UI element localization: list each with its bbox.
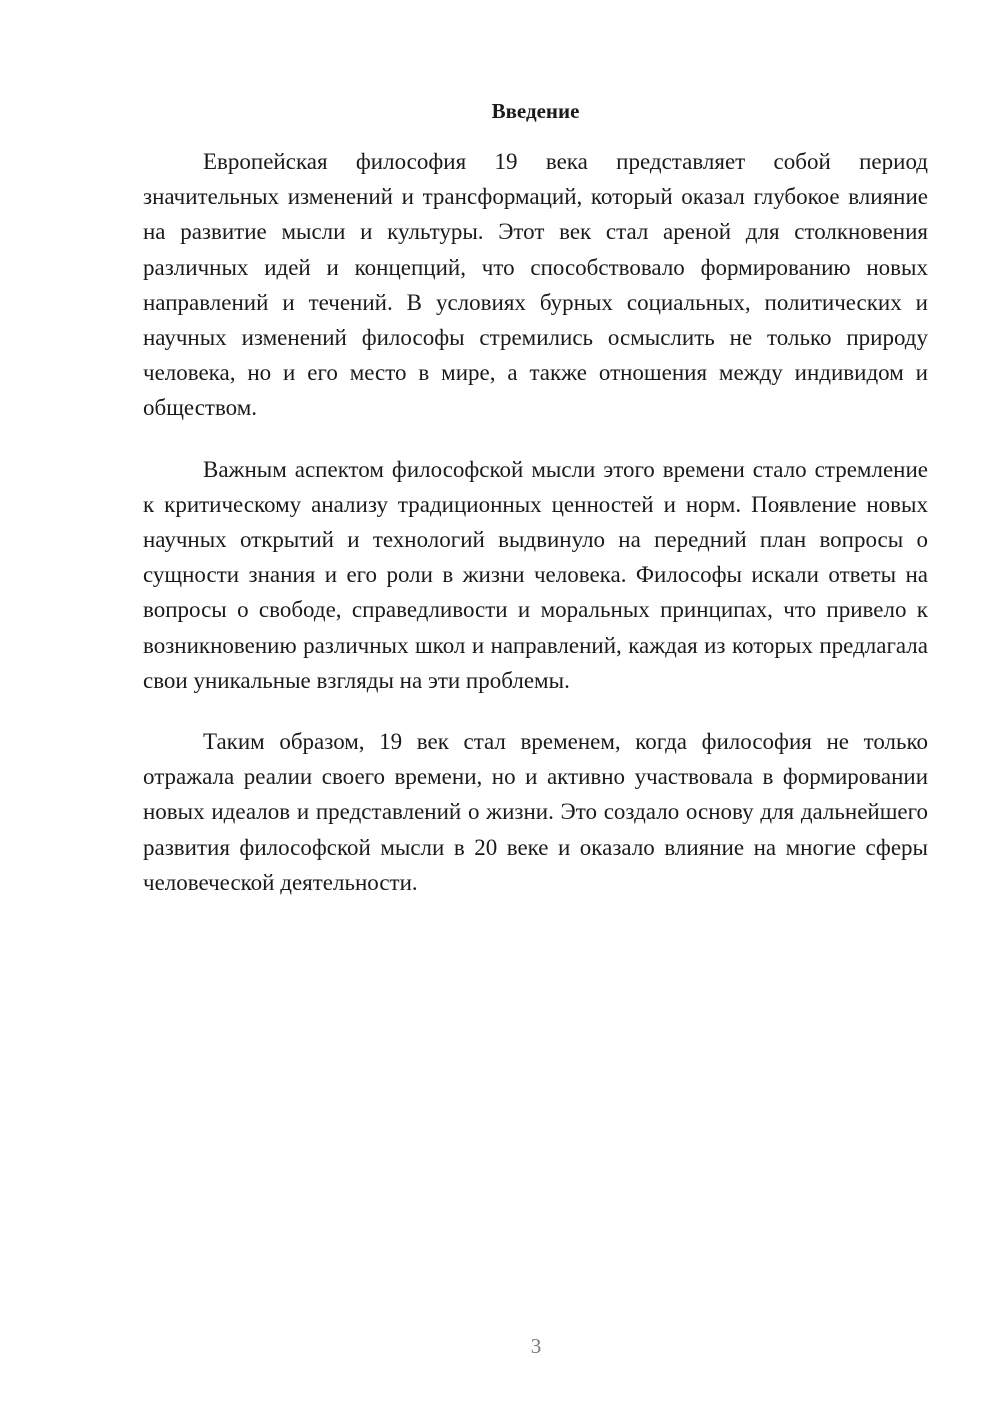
paragraph-3: Таким образом, 19 век стал временем, когда философия не только отражала реалии своего времени, но и активно участвовала в формировании новых идеалов и представлений о жизни. Это создало основу для дальнейшего развития философской мысли в 20 веке и оказало влияние на многие сферы человеческой деятельности. [143, 729, 928, 895]
paragraph-1: Европейская философия 19 века представляет собой период значительных изменений и трансформаций, который оказал глубокое влияние на развитие мысли и культуры. Этот век стал ареной для столкновения различных идей и концепций, что способствовало формированию новых направлений и течений. В условиях бурных социальных, политических и научных изменений философы стремились осмыслить не только природу человека, но и его место в мире, а также отношения между индивидом и обществом. [143, 149, 928, 421]
paragraph-2: Важным аспектом философской мысли этого времени стало стремление к критическому анализу традиционных ценностей и норм. Появление новых научных открытий и технологий выдвинуло на передний план вопросы о сущности знания и его роли в жизни человека. Философы искали ответы на вопросы о свободе, справедливости и моральных принципах, что привело к возникновению различных школ и направлений, каждая из которых предлагала свои уникальные взгляды на эти проблемы. [143, 456, 928, 693]
body-text [143, 144, 928, 926]
page-number: 3 [530, 1334, 542, 1358]
section-title: Введение [491, 99, 580, 123]
